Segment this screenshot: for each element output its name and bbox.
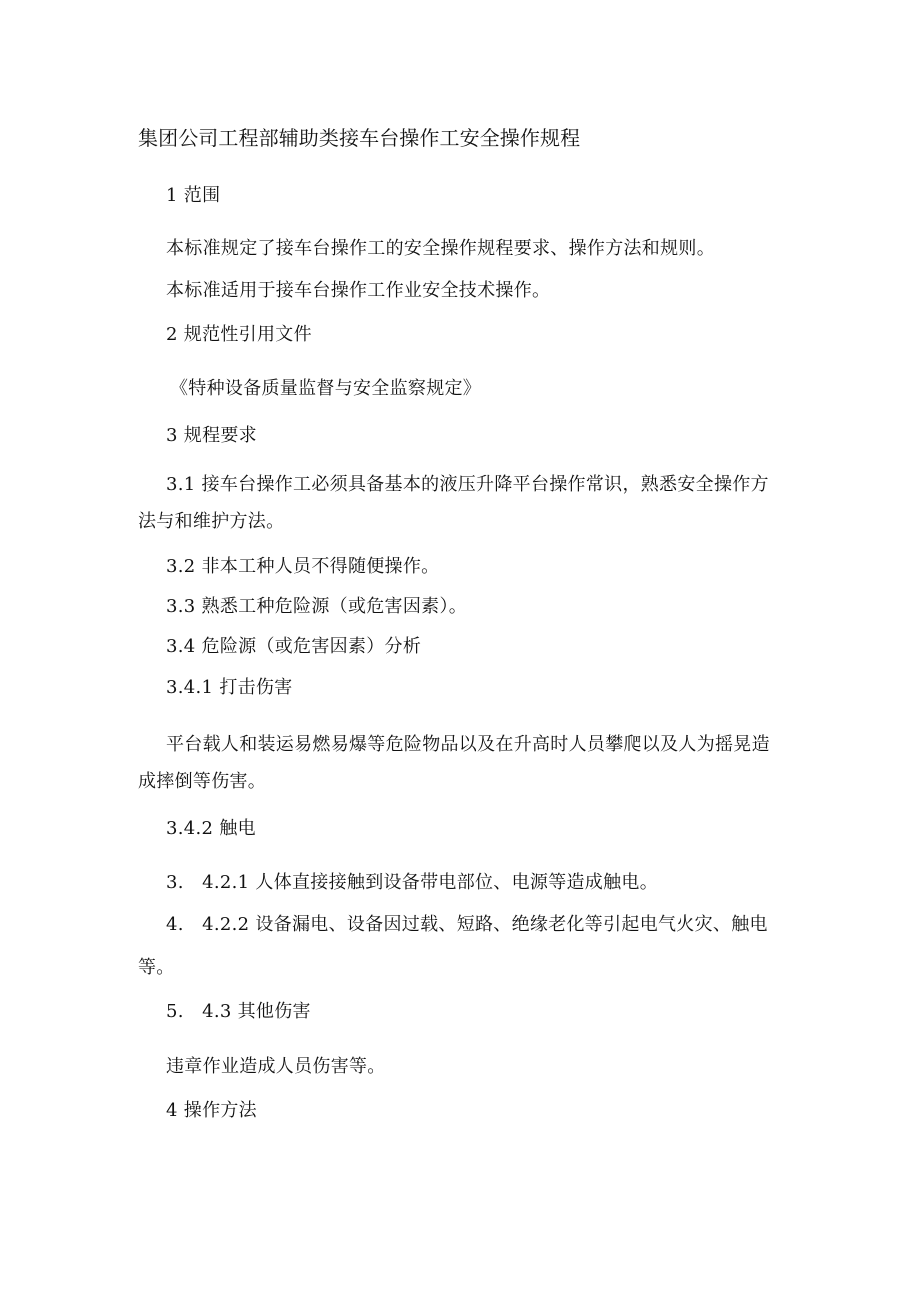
clause-3-4-1: 3.4.1 打击伤害 xyxy=(166,677,293,698)
reference-document: 《特种设备质量监督与安全监察规定》 xyxy=(170,378,482,399)
section-3-heading: 3 规程要求 xyxy=(166,425,257,446)
clause-4-3-text: 违章作业造成人员伤害等。 xyxy=(166,1056,386,1077)
section-4-heading: 4 操作方法 xyxy=(166,1100,257,1121)
clause-3-1: 3.1 接车台操作工必须具备基本的液压升降平台操作常识，熟悉安全操作方 xyxy=(166,474,769,495)
clause-3-4-1-text-continued: 成摔倒等伤害。 xyxy=(138,771,267,792)
section-2-heading: 2 规范性引用文件 xyxy=(166,324,312,345)
clause-3-3: 3.3 熟悉工种危险源（或危害因素）。 xyxy=(166,596,468,617)
section-1-heading: 1 范围 xyxy=(166,185,221,206)
clause-3-4-1-text: 平台载人和装运易燃易爆等危险物品以及在升高时人员攀爬以及人为摇晃造 xyxy=(166,734,770,755)
clause-3-4: 3.4 危险源（或危害因素）分析 xyxy=(166,636,422,657)
section-1-paragraph: 本标准适用于接车台操作工作业安全技术操作。 xyxy=(166,280,551,301)
clause-4-2-2: 4. 4.2.2 设备漏电、设备因过载、短路、绝缘老化等引起电气火灾、触电 xyxy=(166,914,768,935)
clause-4-2-1: 3. 4.2.1 人体直接接触到设备带电部位、电源等造成触电。 xyxy=(166,872,658,893)
clause-4-2-2-continued: 等。 xyxy=(138,957,175,978)
section-1-paragraph: 本标准规定了接车台操作工的安全操作规程要求、操作方法和规则。 xyxy=(166,238,715,259)
clause-3-4-2: 3.4.2 触电 xyxy=(166,818,256,839)
document-title: 集团公司工程部辅助类接车台操作工安全操作规程 xyxy=(138,126,581,150)
clause-3-1-continued: 法与和维护方法。 xyxy=(138,511,285,532)
clause-3-2: 3.2 非本工种人员不得随便操作。 xyxy=(166,556,440,577)
clause-4-3: 5. 4.3 其他伤害 xyxy=(166,1001,311,1022)
